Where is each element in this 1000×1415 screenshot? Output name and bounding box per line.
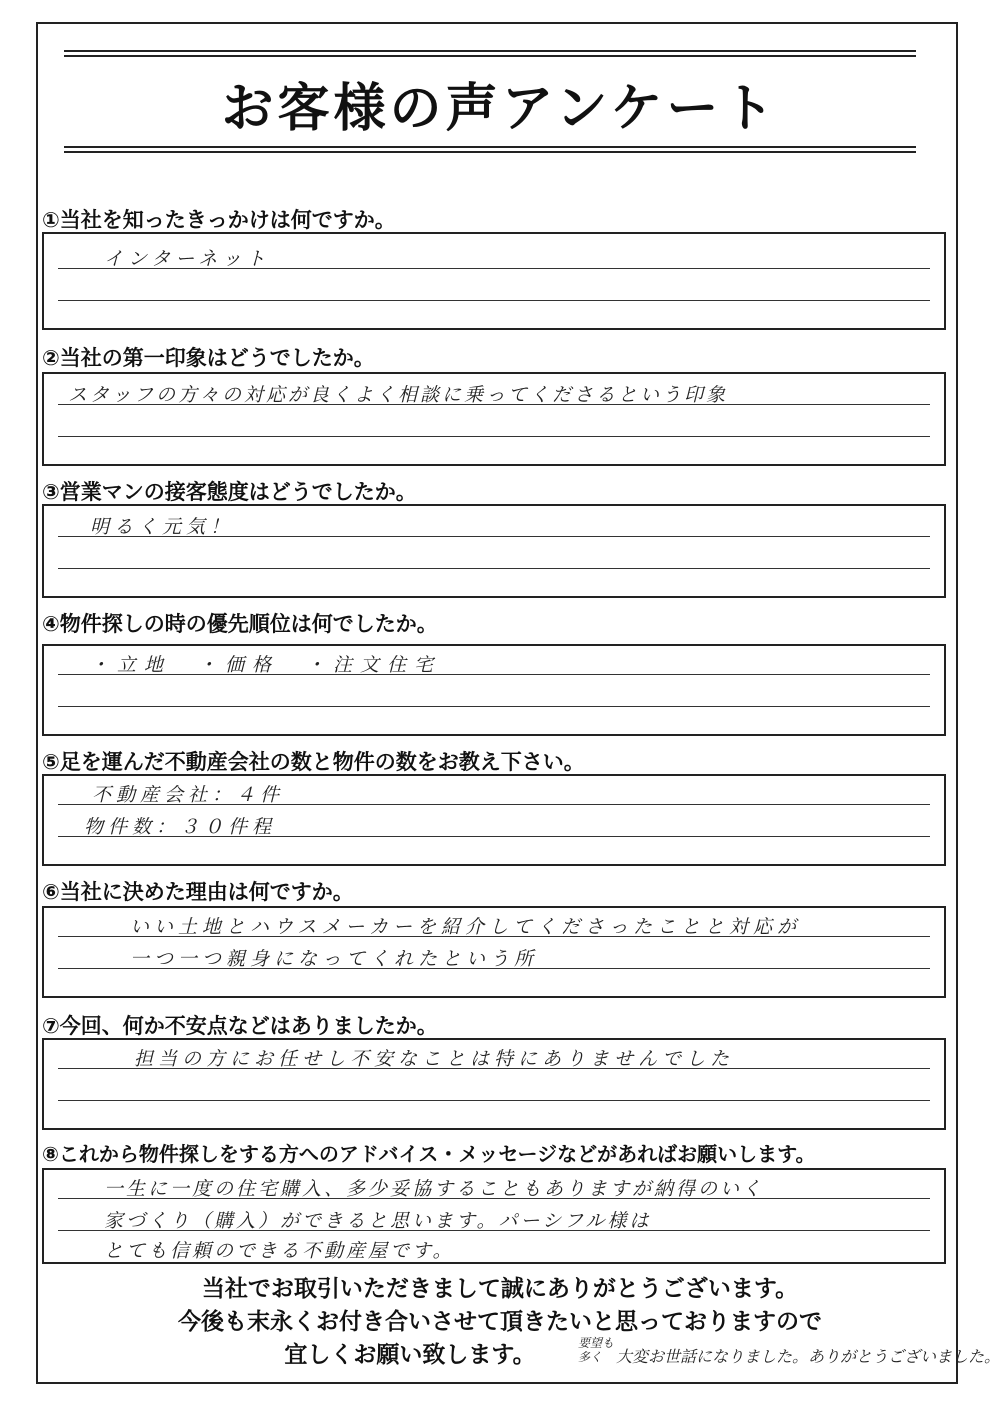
answer-box-8: [42, 1168, 946, 1264]
closing-line-2: 今後も末永くお付き合いさせて頂きたいと思っておりますので: [178, 1309, 822, 1335]
question-2-label: ②当社の第一印象はどうでしたか。: [42, 346, 375, 370]
title-rule-bottom: [64, 146, 916, 153]
question-5-label: ⑤足を運んだ不動産会社の数と物件の数をお教え下さい。: [42, 750, 585, 774]
answer-line: [58, 1100, 930, 1101]
answer-line: [58, 300, 930, 301]
question-7-label: ⑦今回、何か不安点などはありましたか。: [42, 1014, 438, 1038]
question-4-label: ④物件探しの時の優先順位は何でしたか。: [42, 612, 438, 636]
answer-box-2: [42, 372, 946, 466]
question-3-label: ③営業マンの接客態度はどうでしたか。: [42, 480, 417, 504]
answer-box-3: [42, 504, 946, 598]
answer-8-line-1: 一生に一度の住宅購入、多少妥協することもありますが納得のいく: [104, 1178, 765, 1200]
answer-5-line-1: 不動産会社：４件: [92, 784, 285, 806]
question-6-label: ⑥当社に決めた理由は何ですか。: [42, 880, 354, 904]
closing-line-1: 当社でお取引いただきまして誠にありがとうございます。: [201, 1276, 799, 1302]
handwritten-note-main: 大変お世話になりました。ありがとうございました。: [616, 1347, 1000, 1366]
answer-box-1: [42, 232, 946, 330]
answer-7-line-1: 担当の方にお任せし不安なことは特にありませんでした: [134, 1048, 735, 1070]
answer-box-5: [42, 774, 946, 866]
handwritten-note-small: 要望も多く: [578, 1336, 615, 1364]
answer-box-6: [42, 906, 946, 998]
answer-1-line-1: インターネット: [104, 248, 271, 270]
title-rule-top: [64, 50, 916, 57]
answer-box-7: [42, 1038, 946, 1130]
answer-line: [58, 706, 930, 707]
answer-line: [58, 436, 930, 437]
closing-line-3: 宜しくお願い致します。: [284, 1342, 536, 1368]
answer-3-line-1: 明るく元気！: [90, 516, 235, 538]
page-title: お客様の声アンケート: [221, 79, 779, 139]
answer-box-4: [42, 644, 946, 736]
answer-line: [58, 568, 930, 569]
answer-2-line-1: スタッフの方々の対応が良くよく相談に乗ってくださるという印象: [68, 384, 729, 406]
answer-6-line-2: 一つ一つ親身になってくれたという所: [130, 948, 539, 970]
answer-4-line-1: ・立地 ・価格 ・注文住宅: [90, 654, 442, 676]
question-1-label: ①当社を知ったきっかけは何ですか。: [42, 208, 396, 232]
question-8-label: ⑧これから物件探しをする方へのアドバイス・メッセージなどがあればお願いします。: [42, 1142, 816, 1166]
answer-6-line-1: いい土地とハウスメーカーを紹介してくださったことと対応が: [130, 916, 802, 938]
answer-8-line-2: 家づくり（購入）ができると思います。パーシフル様は: [104, 1210, 652, 1232]
answer-8-line-3: とても信頼のできる不動産屋です。: [104, 1240, 455, 1262]
answer-5-line-2: 物件数：３０件程: [84, 816, 277, 838]
